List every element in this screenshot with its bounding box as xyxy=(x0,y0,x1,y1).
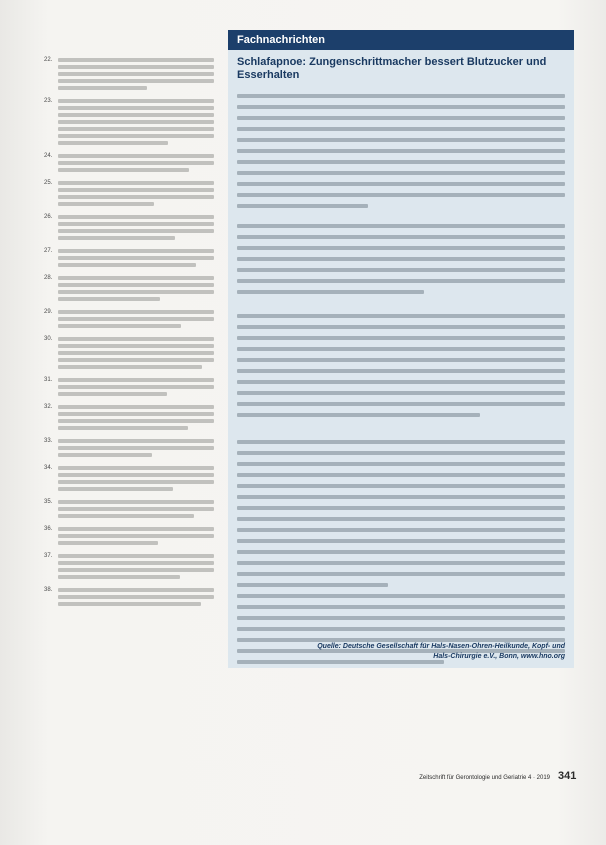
body-text-line xyxy=(237,347,565,351)
body-text-line xyxy=(237,528,565,532)
body-text-line xyxy=(237,138,565,142)
reference-entry xyxy=(44,403,220,430)
reference-text-line xyxy=(58,141,168,145)
reference-text-line xyxy=(58,256,214,260)
reference-text-line xyxy=(58,588,214,592)
reference-number: 34. xyxy=(44,465,53,471)
reference-text-line xyxy=(58,127,214,131)
body-text-line xyxy=(237,484,565,488)
body-text-line xyxy=(237,583,388,587)
reference-entry xyxy=(44,308,220,328)
reference-text-line xyxy=(58,113,214,117)
reference-text-line xyxy=(58,419,214,423)
page-number: 341 xyxy=(558,770,577,782)
journal-footer: Zeitschrift für Gerontologie und Geriatrie 4 · 2019 xyxy=(419,775,550,781)
reference-entry xyxy=(44,376,220,396)
body-text-line xyxy=(237,451,565,455)
body-text-line xyxy=(237,116,565,120)
body-text-line xyxy=(237,279,565,283)
reference-text-line xyxy=(58,595,214,599)
reference-number: 32. xyxy=(44,404,53,410)
reference-entry xyxy=(44,586,220,606)
body-text-line xyxy=(237,105,565,109)
reference-text-line xyxy=(58,236,175,240)
reference-text-line xyxy=(58,290,214,294)
body-text-line xyxy=(237,193,565,197)
reference-text-line xyxy=(58,554,214,558)
reference-entry xyxy=(44,335,220,369)
body-text-line xyxy=(237,268,565,272)
reference-text-line xyxy=(58,351,214,355)
reference-text-line xyxy=(58,500,214,504)
reference-entry xyxy=(44,179,220,206)
reference-text-line xyxy=(58,72,214,76)
body-text-line xyxy=(237,561,565,565)
reference-number: 33. xyxy=(44,438,53,444)
reference-number: 25. xyxy=(44,180,53,186)
reference-text-line xyxy=(58,480,214,484)
reference-entry xyxy=(44,437,220,457)
reference-entry xyxy=(44,213,220,240)
reference-number: 38. xyxy=(44,587,53,593)
body-text-line xyxy=(237,462,565,466)
body-text-line xyxy=(237,358,565,362)
body-text-line xyxy=(237,171,565,175)
reference-text-line xyxy=(58,283,214,287)
news-source: Quelle: Deutsche Gesellschaft für Hals-Nasen-Ohren-Heilkunde, Kopf- und Hals-Chirurgie e.V., Bonn, www.hno.org xyxy=(317,643,565,660)
reference-text-line xyxy=(58,453,152,457)
reference-text-line xyxy=(58,439,214,443)
reference-text-line xyxy=(58,534,214,538)
reference-text-line xyxy=(58,202,154,206)
body-text-line xyxy=(237,160,565,164)
reference-text-line xyxy=(58,426,188,430)
reference-number: 23. xyxy=(44,98,53,104)
reference-text-line xyxy=(58,358,214,362)
reference-text-line xyxy=(58,405,214,409)
body-text-line xyxy=(237,127,565,131)
reference-entry xyxy=(44,552,220,579)
reference-text-line xyxy=(58,134,214,138)
reference-text-line xyxy=(58,249,214,253)
body-text-line xyxy=(237,539,565,543)
reference-entry xyxy=(44,97,220,145)
reference-text-line xyxy=(58,392,167,396)
reference-text-line xyxy=(58,446,214,450)
reference-text-line xyxy=(58,120,214,124)
reference-text-line xyxy=(58,507,214,511)
reference-text-line xyxy=(58,65,214,69)
reference-text-line xyxy=(58,337,214,341)
body-text-line xyxy=(237,627,565,631)
reference-entry xyxy=(44,274,220,301)
body-text-line xyxy=(237,605,565,609)
body-text-line xyxy=(237,149,565,153)
reference-number: 24. xyxy=(44,153,53,159)
reference-text-line xyxy=(58,161,214,165)
reference-text-line xyxy=(58,527,214,531)
body-text-line xyxy=(237,495,565,499)
reference-text-line xyxy=(58,324,181,328)
reference-text-line xyxy=(58,575,180,579)
body-text-line xyxy=(237,440,565,444)
reference-text-line xyxy=(58,215,214,219)
body-text-line xyxy=(237,517,565,521)
reference-text-line xyxy=(58,168,189,172)
body-text-line xyxy=(237,550,565,554)
reference-text-line xyxy=(58,385,214,389)
reference-text-line xyxy=(58,602,201,606)
reference-list xyxy=(44,56,220,706)
body-text-line xyxy=(237,336,565,340)
body-text-line xyxy=(237,572,565,576)
reference-text-line xyxy=(58,344,214,348)
body-text-line xyxy=(237,413,480,417)
reference-text-line xyxy=(58,188,214,192)
reference-number: 29. xyxy=(44,309,53,315)
reference-text-line xyxy=(58,473,214,477)
reference-text-line xyxy=(58,365,202,369)
reference-number: 30. xyxy=(44,336,53,342)
news-box xyxy=(228,50,574,668)
news-paragraph-1 xyxy=(237,94,565,208)
reference-number: 31. xyxy=(44,377,53,383)
reference-number: 22. xyxy=(44,57,53,63)
reference-text-line xyxy=(58,58,214,62)
reference-text-line xyxy=(58,378,214,382)
reference-text-line xyxy=(58,317,214,321)
body-text-line xyxy=(237,325,565,329)
reference-text-line xyxy=(58,310,214,314)
reference-number: 37. xyxy=(44,553,53,559)
reference-text-line xyxy=(58,514,194,518)
body-text-line xyxy=(237,402,565,406)
reference-text-line xyxy=(58,487,173,491)
body-text-line xyxy=(237,594,565,598)
reference-text-line xyxy=(58,86,147,90)
reference-number: 26. xyxy=(44,214,53,220)
reference-entry xyxy=(44,525,220,545)
body-text-line xyxy=(237,380,565,384)
reference-number: 36. xyxy=(44,526,53,532)
news-paragraph-2 xyxy=(237,224,565,294)
body-text-line xyxy=(237,94,565,98)
reference-text-line xyxy=(58,195,214,199)
reference-text-line xyxy=(58,106,214,110)
reference-text-line xyxy=(58,154,214,158)
section-label: Fachnachrichten xyxy=(228,30,574,50)
reference-text-line xyxy=(58,79,214,83)
reference-entry xyxy=(44,498,220,518)
reference-text-line xyxy=(58,181,214,185)
news-title: Schlafapnoe: Zungenschrittmacher bessert Blutzucker und Esserhalten xyxy=(237,56,547,81)
reference-text-line xyxy=(58,263,196,267)
body-text-line xyxy=(237,290,424,294)
body-text-line xyxy=(237,616,565,620)
reference-text-line xyxy=(58,99,214,103)
reference-entry xyxy=(44,152,220,172)
body-text-line xyxy=(237,246,565,250)
reference-text-line xyxy=(58,466,214,470)
reference-text-line xyxy=(58,541,158,545)
reference-text-line xyxy=(58,222,214,226)
reference-text-line xyxy=(58,229,214,233)
body-text-line xyxy=(237,235,565,239)
body-text-line xyxy=(237,391,565,395)
body-text-line xyxy=(237,204,368,208)
reference-number: 27. xyxy=(44,248,53,254)
reference-text-line xyxy=(58,276,214,280)
reference-number: 35. xyxy=(44,499,53,505)
body-text-line xyxy=(237,369,565,373)
reference-entry xyxy=(44,247,220,267)
news-paragraph-4 xyxy=(237,440,565,587)
reference-text-line xyxy=(58,561,214,565)
reference-entry xyxy=(44,464,220,491)
body-text-line xyxy=(237,314,565,318)
body-text-line xyxy=(237,224,565,228)
reference-entry xyxy=(44,56,220,90)
body-text-line xyxy=(237,506,565,510)
reference-number: 28. xyxy=(44,275,53,281)
news-paragraph-3 xyxy=(237,314,565,417)
reference-text-line xyxy=(58,568,214,572)
body-text-line xyxy=(237,473,565,477)
body-text-line xyxy=(237,257,565,261)
body-text-line xyxy=(237,182,565,186)
reference-text-line xyxy=(58,412,214,416)
reference-text-line xyxy=(58,297,160,301)
